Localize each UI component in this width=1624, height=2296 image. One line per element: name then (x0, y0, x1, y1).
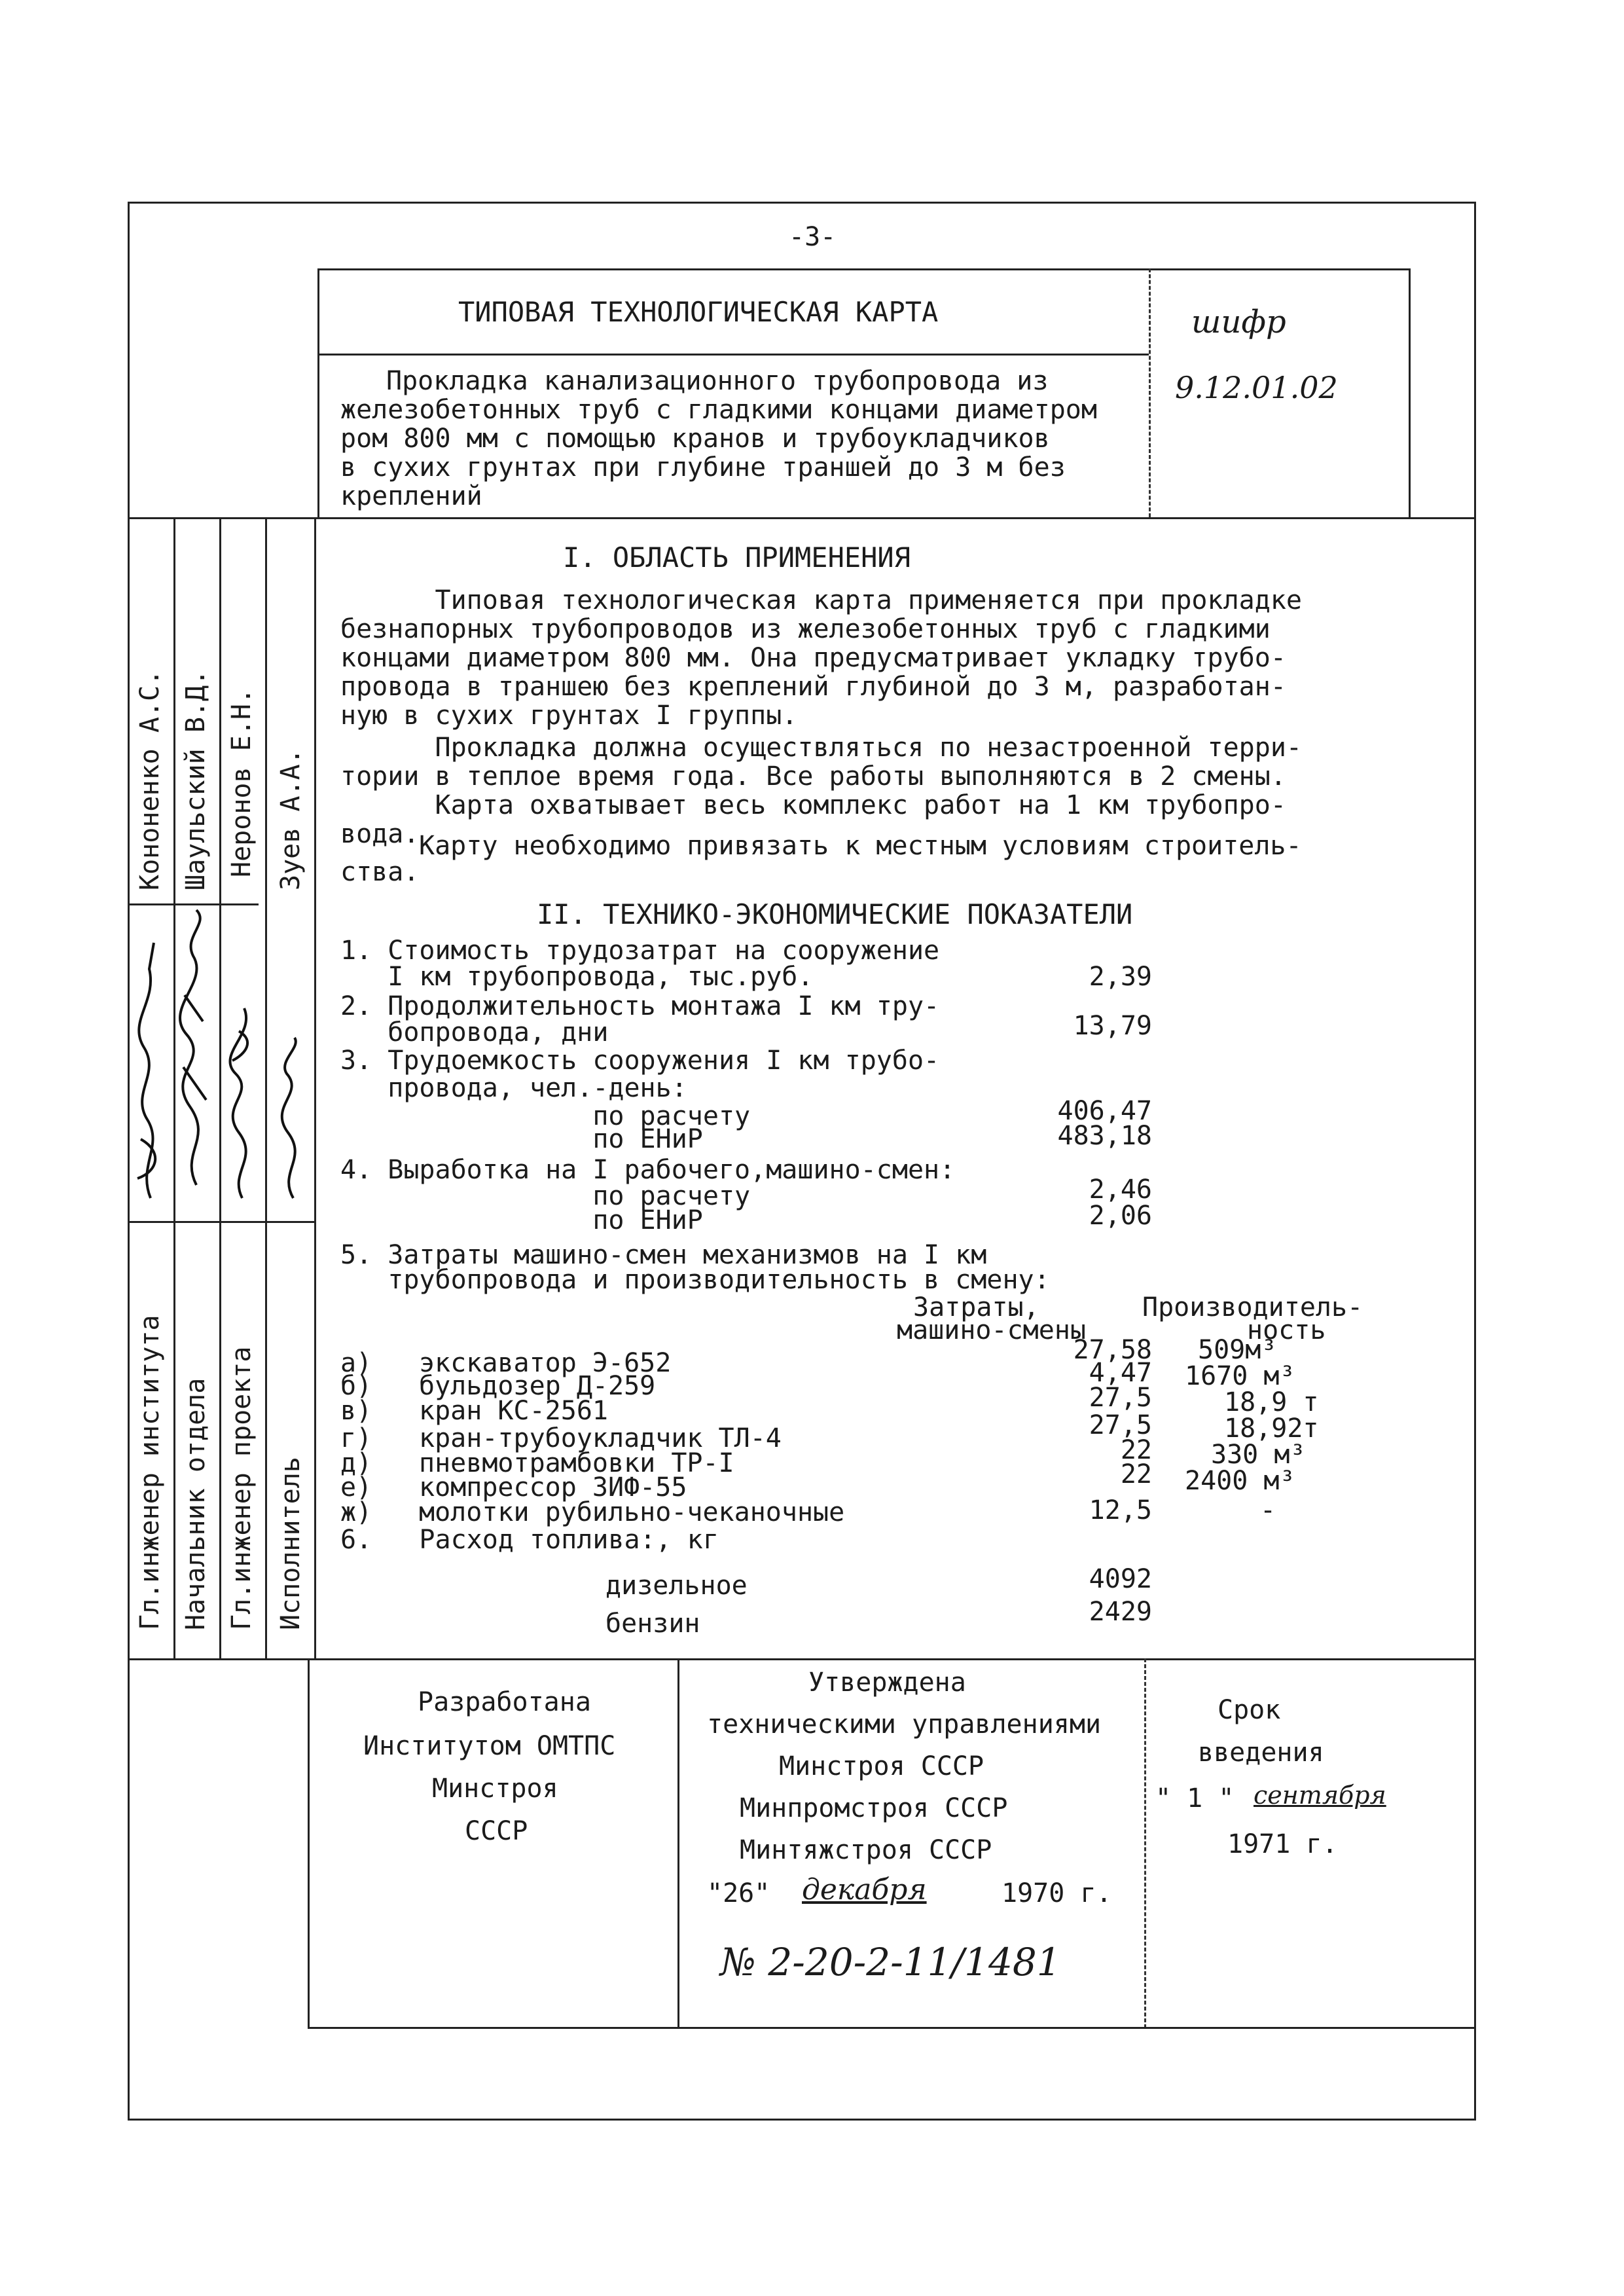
sidebar-role-1: Гл.инженер института (135, 1315, 165, 1630)
prod-header-1: Производитель- (1142, 1292, 1363, 1322)
approved-month: декабря (802, 1873, 927, 1906)
sidebar-role-4: Исполнитель (276, 1457, 306, 1630)
cipher-value: 9.12.01.02 (1175, 370, 1338, 405)
footer-bottom-line (308, 2027, 1476, 2029)
signature-4 (275, 1034, 311, 1205)
footer-mid-line (677, 1658, 679, 2028)
section-1-heading: I. ОБЛАСТЬ ПРИМЕНЕНИЯ (563, 541, 911, 574)
indicator-text: 2. Продолжительность монтажа I км тру- (340, 991, 940, 1021)
prod-header-2: ность (1247, 1315, 1326, 1345)
document-number: № 2-20-2-11/1481 (720, 1940, 1061, 1984)
section-2-heading: II. ТЕХНИКО-ЭКОНОМИЧЕСКИЕ ПОКАЗАТЕЛИ (537, 898, 1133, 930)
list-item: 2429 (1089, 1597, 1152, 1627)
sidebar-role-3: Гл.инженер проекта (226, 1346, 257, 1630)
footer-top-line (128, 1658, 1476, 1660)
term-day: " 1 " (1155, 1783, 1235, 1813)
frame-right-line (1474, 202, 1476, 2120)
sidebar-name-1: Кононенко А.С. (135, 669, 165, 890)
indicator-text: 1. Стоимость трудозатрат на сооружение (340, 936, 940, 966)
term-year: 1971 г. (1227, 1829, 1338, 1859)
indicator-text: 3. Трудоемкость сооружения I км трубо- (340, 1046, 940, 1076)
header-mid-line (317, 354, 1149, 355)
indicator-value: 483,18 (1057, 1121, 1152, 1151)
signature-1 (131, 930, 170, 1205)
sidebar-col-3 (265, 517, 267, 1660)
header-bottom-line (128, 517, 1476, 519)
approved-day: "26" (707, 1878, 770, 1908)
sidebar-name-3: Неронов Е.Н. (226, 688, 257, 877)
cost-header-1: Затраты, (913, 1292, 1039, 1322)
sidebar-name-4: Зуев А.А. (276, 748, 306, 890)
indicator-text: бопровода, дни (340, 1017, 609, 1048)
header-divider (1149, 268, 1151, 517)
header-top-line (317, 268, 1411, 270)
list-item: бензин (605, 1609, 700, 1639)
indicator-text: 5. Затраты машино-смен механизмов на I км (340, 1240, 987, 1270)
document-title: ТИПОВАЯ ТЕХНОЛОГИЧЕСКАЯ КАРТА (458, 296, 939, 328)
term-month: сентября (1254, 1781, 1386, 1810)
header-left-line (317, 268, 319, 517)
indicator-text: по ЕНиР (340, 1205, 703, 1235)
indicator-value: 2,39 (1089, 962, 1152, 992)
indicator-value: 13,79 (1073, 1011, 1152, 1041)
cost-header-2: машино-смены (897, 1315, 1086, 1345)
indicator-text: трубопровода и производительность в смену: (340, 1265, 1050, 1295)
signature-2 (177, 903, 216, 1192)
frame-top-line (128, 202, 1476, 204)
sidebar-role-2: Начальник отдела (181, 1377, 211, 1630)
approved-year: 1970 г. (1001, 1878, 1112, 1908)
page-number: -3- (789, 222, 837, 252)
signature-3 (226, 995, 262, 1205)
cipher-label: шифр (1191, 304, 1286, 340)
indicator-text: по ЕНиР (340, 1124, 703, 1154)
indicator-text: 4. Выработка на I рабочего,машино-смен: (340, 1155, 956, 1185)
indicator-value: 2,46 (1089, 1175, 1152, 1205)
sidebar-col-4 (314, 517, 316, 1660)
list-item: дизельное (605, 1571, 748, 1601)
indicator-text: провода, чел.-день: (340, 1073, 687, 1103)
indicator-value: 406,47 (1057, 1096, 1152, 1126)
indicator-value: 2,06 (1089, 1201, 1152, 1231)
indicator-text: по расчету (340, 1101, 751, 1131)
sidebar-name-2: Шаульский В.Д. (181, 669, 211, 890)
footer-right-divider (1144, 1658, 1146, 2028)
indicator-text: по расчету (340, 1181, 751, 1211)
footer-left-line (308, 1658, 310, 2028)
frame-bottom-line (128, 2119, 1476, 2121)
sidebar-sign-divider (128, 1221, 314, 1223)
indicator-text: I км трубопровода, тыс.руб. (340, 962, 814, 992)
sidebar-col-1 (173, 517, 175, 1660)
sidebar-col-2 (219, 517, 221, 1660)
header-right-line (1409, 268, 1411, 517)
list-item: 4092 (1089, 1564, 1152, 1594)
frame-left-line (128, 202, 130, 2120)
fuel-title: 6. Расход топлива:, кг (340, 1525, 719, 1555)
